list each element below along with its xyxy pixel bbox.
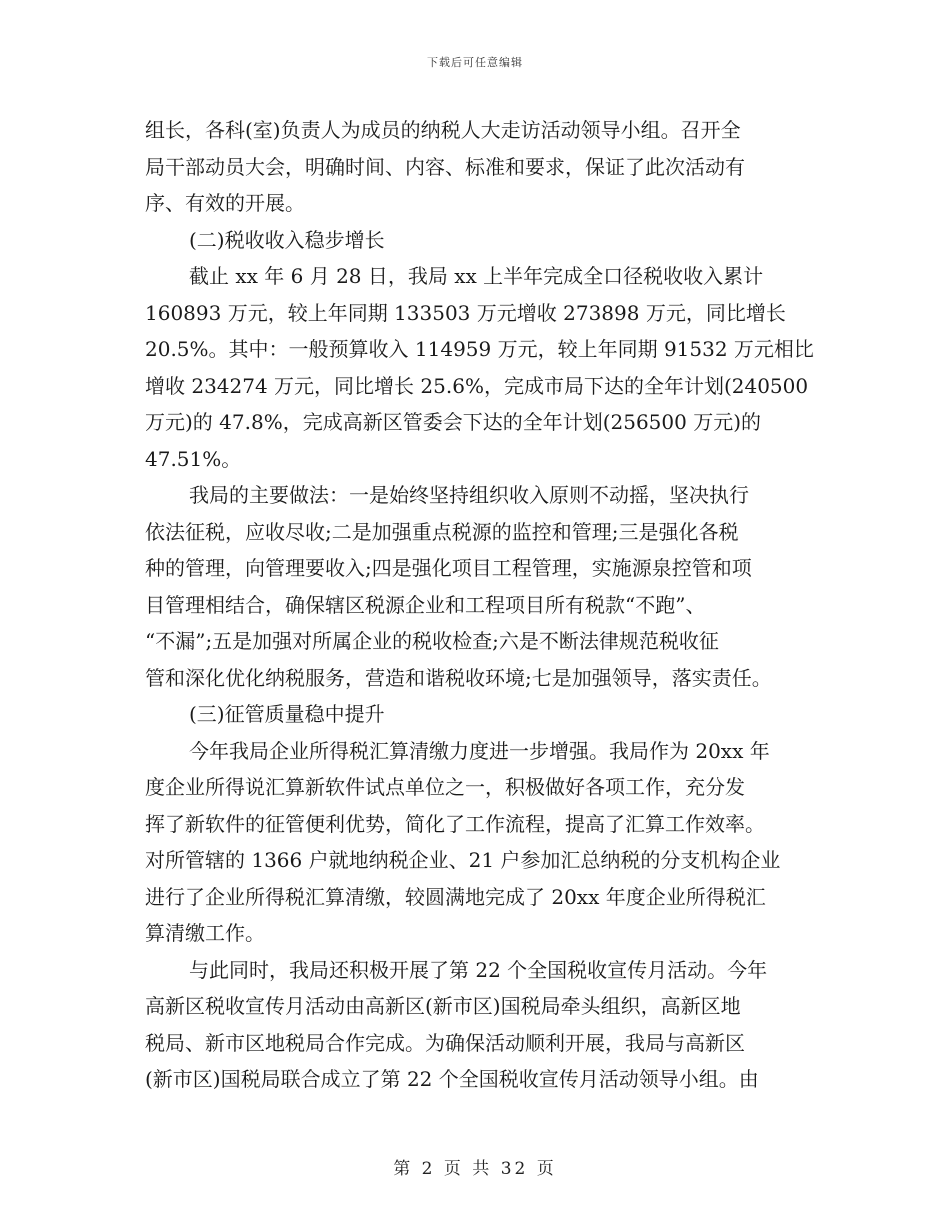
text-line: 高新区税收宣传月活动由高新区(新市区)国税局牵头组织，高新区地 — [145, 994, 741, 1018]
text-line: “不漏”;五是加强对所属企业的税收检查;六是不断法律规范税收征 — [145, 629, 719, 653]
text-line: 度企业所得说汇算新软件试点单位之一，积极做好各项工作，充分发 — [145, 775, 745, 799]
text-line: 47.51%。 — [145, 446, 242, 471]
text-line: 对所管辖的 1366 户就地纳税企业、21 户参加汇总纳税的分支机构企业 — [145, 848, 781, 872]
text-line: 序、有效的开展。 — [145, 191, 305, 215]
text-line: 截止 xx 年 6 月 28 日，我局 xx 上半年完成全口径税收收入累计 — [189, 264, 764, 288]
text-line: 目管理相结合，确保辖区税源企业和工程项目所有税款“不跑”、 — [145, 592, 706, 617]
text-line: 进行了企业所得税汇算清缴，较圆满地完成了 20xx 年度企业所得税汇 — [145, 884, 766, 909]
text-line: (新市区)国税局联合成立了第 22 个全国税收宣传月活动领导小组。由 — [145, 1067, 759, 1091]
text-line: 种的管理，向管理要收入;四是强化项目工程管理，实施源泉控管和项 — [145, 556, 752, 580]
text-line: 局干部动员大会，明确时间、内容、标准和要求，保证了此次活动有 — [145, 154, 745, 179]
text-line: 组长，各科(室)负责人为成员的纳税人大走访活动领导小组。召开全 — [145, 118, 741, 142]
text-line: 20.5%。其中：一般预算收入 114959 万元，较上年同期 91532 万元相比 — [145, 337, 814, 361]
body-text — [145, 112, 814, 1098]
text-line: 依法征税，应收尽收;二是加强重点税源的监控和管理;三是强化各税 — [145, 519, 739, 544]
text-line: (三)征管质量稳中提升 — [189, 702, 385, 726]
text-line: 挥了新软件的征管便利优势，简化了工作流程，提高了汇算工作效率。 — [145, 811, 765, 836]
text-line: 管和深化优化纳税服务，营造和谐税收环境;七是加强领导，落实责任。 — [145, 665, 772, 690]
text-line: 160893 万元，较上年同期 133503 万元增收 273898 万元，同比增长 — [145, 300, 786, 325]
text-line: 算清缴工作。 — [145, 921, 265, 945]
text-line: 增收 234274 万元，同比增长 25.6%，完成市局下达的全年计划(240500 — [145, 373, 809, 398]
text-line: (二)税收收入稳步增长 — [189, 227, 385, 252]
text-line: 我局的主要做法：一是始终坚持组织收入原则不动摇，坚决执行 — [189, 483, 749, 507]
text-line: 税局、新市区地税局合作完成。为确保活动顺利开展，我局与高新区 — [145, 1030, 745, 1055]
text-line: 与此同时，我局还积极开展了第 22 个全国税收宣传月活动。今年 — [189, 957, 768, 982]
text-line: 万元)的 47.8%，完成高新区管委会下达的全年计划(256500 万元)的 — [145, 410, 762, 434]
text-line: 今年我局企业所得税汇算清缴力度进一步增强。我局作为 20xx 年 — [189, 738, 770, 763]
page-footer: 第 2 页 共 32 页 — [393, 1159, 557, 1179]
header-note: 下载后可任意编辑 — [427, 56, 523, 69]
